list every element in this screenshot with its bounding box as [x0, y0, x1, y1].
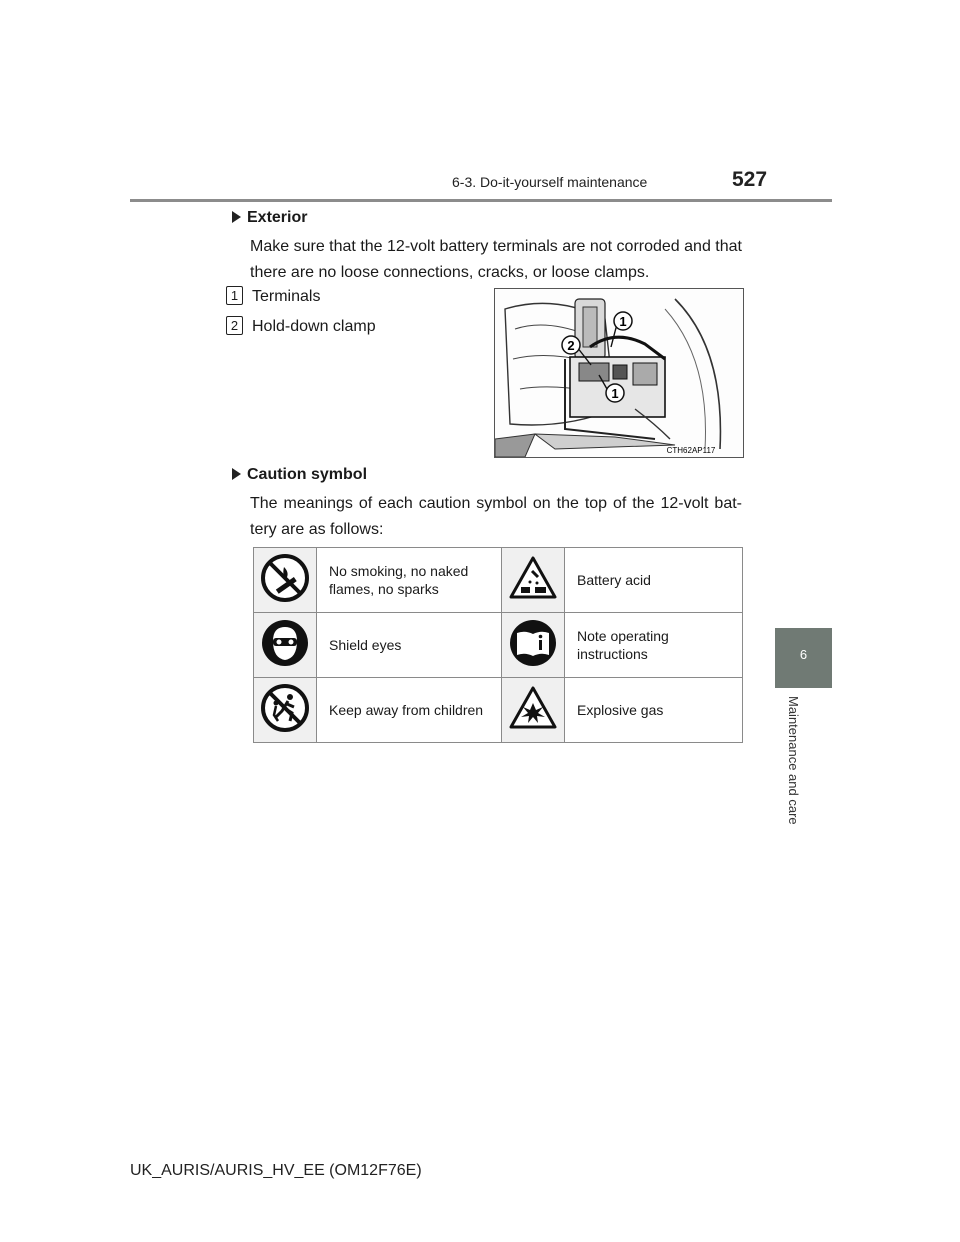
battery-illustration — [494, 288, 744, 458]
header-rule — [130, 199, 832, 202]
number-badge: 2 — [226, 316, 243, 335]
table-row — [254, 613, 743, 678]
keep-away-children-icon — [260, 683, 310, 733]
chapter-number: 6 — [799, 647, 808, 662]
item-hold-down-clamp: 2 Hold-down clamp — [226, 316, 376, 336]
instructions-icon — [508, 618, 558, 668]
section-title: 6-3. Do-it-yourself maintenance — [452, 174, 648, 190]
exterior-body: Make sure that the 12-volt battery terminals are not corroded and that there are no loose connections, cracks, or loose clamps. — [250, 238, 742, 281]
explosive-gas-icon — [508, 683, 558, 733]
item-terminals: 1 Terminals — [226, 286, 320, 306]
number-badge: 1 — [226, 286, 243, 305]
battery-acid-icon — [508, 553, 558, 603]
table-row — [254, 548, 743, 613]
illustration-code: CTH62AP117 — [666, 446, 716, 455]
chapter-title: Maintenance and care — [786, 696, 801, 825]
svg-text:1: 1 — [619, 314, 627, 329]
symbol-label: Battery acid — [565, 548, 743, 613]
symbol-label: Explosive gas — [565, 678, 743, 743]
no-smoking-icon — [260, 553, 310, 603]
caution-symbol-table — [253, 547, 743, 743]
symbol-label: Note operating instructions — [565, 613, 743, 678]
svg-text:2: 2 — [567, 338, 575, 353]
chapter-tab[interactable] — [775, 628, 832, 688]
table-row — [254, 678, 743, 743]
svg-text:1: 1 — [611, 386, 619, 401]
symbol-label: Keep away from children — [317, 678, 502, 743]
symbol-label: Shield eyes — [317, 613, 502, 678]
symbol-label: No smoking, no naked flames, no sparks — [317, 548, 502, 613]
exterior-heading: Exterior — [232, 209, 307, 227]
bullet-triangle-icon — [232, 468, 241, 480]
caution-body: The meanings of each caution symbol on the top of the 12-volt bat- tery are as follows: — [250, 495, 742, 538]
model-code: UK_AURIS/AURIS_HV_EE (OM12F76E) — [130, 1162, 422, 1179]
bullet-triangle-icon — [232, 211, 241, 223]
shield-eyes-icon — [260, 618, 310, 668]
callout-1-top — [611, 312, 632, 347]
caution-heading: Caution symbol — [232, 466, 367, 484]
page-number: 527 — [732, 168, 768, 191]
